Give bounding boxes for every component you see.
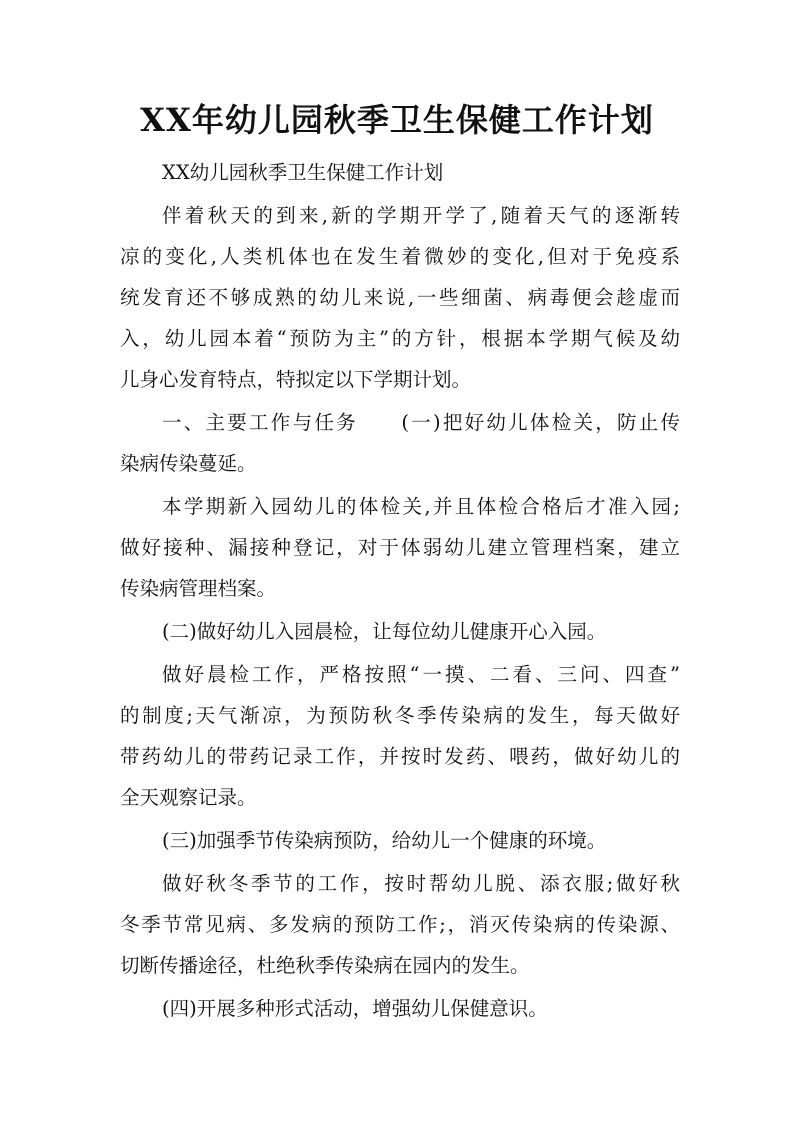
- document-title: XX年幼儿园秋季卫生保健工作计划: [140, 101, 654, 139]
- paragraph-line: 冬季节常见病、多发病的预防工作;，消灭传染病的传染源、: [120, 913, 680, 936]
- subsection-heading: (二)做好幼儿入园晨检，让每位幼儿健康开心入园。: [162, 620, 607, 643]
- paragraph-line: 做好接种、漏接种登记，对于体弱幼儿建立管理档案，建立: [120, 536, 680, 559]
- subsection-heading: (四)开展多种形式活动，增强幼儿保健意识。: [162, 997, 548, 1020]
- paragraph-line: 入，幼儿园本着“预防为主”的方针，根据本学期气候及幼: [120, 327, 680, 350]
- paragraph-line: 全天观察记录。: [120, 786, 257, 809]
- subsection-heading: (三)加强季节传染病预防，给幼儿一个健康的环境。: [162, 829, 607, 852]
- paragraph-line: 做好秋冬季节的工作，按时帮幼儿脱、添衣服;做好秋: [162, 872, 680, 895]
- paragraph-line: 伴着秋天的到来,新的学期开学了,随着天气的逐渐转: [162, 204, 680, 227]
- section-heading-line: 一、主要工作与任务 (一)把好幼儿体检关，防止传: [162, 411, 680, 434]
- paragraph-line: 儿身心发育特点，特拟定以下学期计划。: [120, 368, 472, 391]
- paragraph-line: 传染病管理档案。: [120, 577, 277, 600]
- subtitle-line: XX幼儿园秋季卫生保健工作计划: [162, 161, 444, 184]
- paragraph-line: 切断传播途径，杜绝秋季传染病在园内的发生。: [120, 954, 530, 977]
- paragraph-line: 凉的变化,人类机体也在发生着微妙的变化,但对于免疫系: [120, 245, 680, 268]
- paragraph-line: 统发育还不够成熟的幼儿来说,一些细菌、病毒便会趁虚而: [120, 286, 680, 309]
- paragraph-line: 的制度;天气渐凉，为预防秋冬季传染病的发生，每天做好: [120, 704, 680, 727]
- paragraph-line: 带药幼儿的带药记录工作，并按时发药、喂药，做好幼儿的: [120, 745, 680, 768]
- paragraph-line: 本学期新入园幼儿的体检关,并且体检合格后才准入园;: [162, 495, 680, 518]
- paragraph-line: 做好晨检工作，严格按照“一摸、二看、三问、四查”: [162, 663, 680, 686]
- paragraph-line: 染病传染蔓延。: [120, 452, 257, 475]
